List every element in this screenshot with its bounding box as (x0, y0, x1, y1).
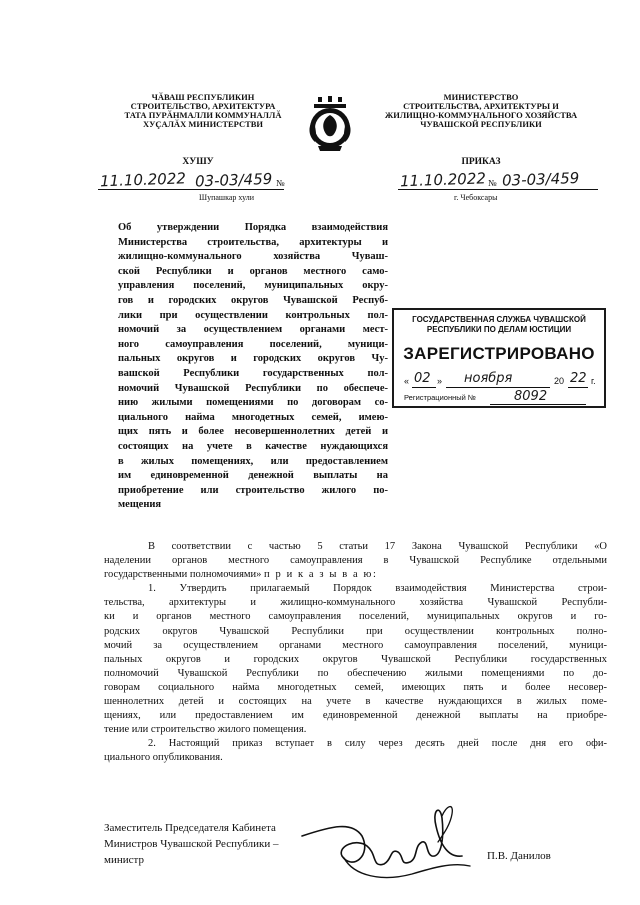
body-item1-line: тельства, архитектуры и жилищно-коммунального хозяйства Чувашской Республи- (104, 597, 607, 609)
stamp-open-quote: « (404, 376, 410, 386)
doc-type-russian: ПРИКАЗ (461, 157, 501, 167)
order-title-line: лики при осуществлении контрольных пол- (118, 309, 388, 321)
number-sign-right: № (488, 178, 497, 188)
place-russian: г. Чебоксары (454, 193, 498, 202)
stamp-day: 02 (414, 371, 431, 386)
body-item1-line: говорам социального найма многодетных семей, имеющих пять и более несовер- (104, 681, 607, 693)
order-title-line: управления поселений, муниципальных окру- (118, 280, 388, 292)
order-title-line: им единовременной денежной выплаты на (118, 470, 388, 482)
chuvash-emblem-icon (304, 96, 356, 152)
body-item1-line: полномочий Чувашской Республики по обеспечению жилыми помещениями по до- (104, 667, 607, 679)
order-title-line: пальных округов и городских округов Чу- (118, 353, 388, 365)
stamp-year: 22 (570, 371, 587, 386)
body-item2-line: 2. Настоящий приказ вступает в силу через десять дней после дня его офи- (148, 738, 607, 750)
stamp-date-underline (412, 387, 436, 388)
header-right-org (352, 93, 610, 129)
signatory-line: Заместитель Председателя Кабинета (104, 822, 276, 834)
header-left-line: ХУҪАЛӐХ МИНИСТЕРСТВИ (142, 119, 264, 129)
header-right-line: СТРОИТЕЛЬСТВА, АРХИТЕКТУРЫ И (403, 101, 559, 111)
stamp-close-quote: » (437, 376, 443, 386)
order-title-line: циального найма многодетных семей, имею- (118, 411, 388, 423)
stamp-reg-underline (490, 404, 586, 405)
order-title-line: гов и городских округов Чувашской Респуб- (118, 294, 388, 306)
body-intro-text: государственными полномочиями» (104, 569, 262, 581)
order-title-line: номочий Чувашской Республики по обеспече- (118, 382, 388, 394)
stamp-reg-number: 8092 (514, 389, 548, 404)
stamp-year-suffix: г. (591, 376, 596, 386)
body-intro-line: В соответствии с частью 5 статьи 17 Закона Чувашской Республики «О (148, 541, 607, 552)
order-title-line: состоящих на учете в качестве нуждающихся (118, 440, 388, 452)
registration-stamp (392, 308, 606, 408)
header-right-line: ЖИЛИЩНО-КОММУНАЛЬНОГО ХОЗЯЙСТВА (384, 110, 578, 120)
order-title-line: вашской Республики государственных пол- (118, 367, 388, 379)
body-item1-line: родских округов Чувашской Республики при осуществлении контрольных полно- (104, 625, 607, 637)
body-item1-line: мочий за осуществлением органами местного самоуправления поселений, муници- (104, 639, 607, 651)
order-title-line: приобретение или строительство жилого по- (118, 484, 388, 496)
body-item2-line: циального опубликования. (104, 752, 223, 764)
body-intro-action: п р и к а з ы в а ю: (264, 569, 378, 581)
handwritten-date-right: 11.10.2022 (399, 169, 487, 191)
body-item1-line: шеннолетних детей и состоящих на учете в качестве нуждающихся в жилых поме- (104, 696, 607, 708)
stamp-org-line: РЕСПУБЛИКИ ПО ДЕЛАМ ЮСТИЦИИ (426, 324, 572, 334)
header-right-line: ЧУВАШСКОЙ РЕСПУБЛИКИ (420, 119, 542, 129)
place-chuvash: Шупашкар хули (199, 193, 254, 202)
handwritten-number-right: 03-03/459 (501, 168, 580, 190)
stamp-org-line: ГОСУДАРСТВЕННАЯ СЛУЖБА ЧУВАШСКОЙ (412, 315, 586, 324)
date-underline-left (98, 189, 284, 190)
handwritten-signature (292, 796, 482, 888)
order-title-line: в жилых помещениях, или предоставлением (118, 455, 388, 467)
handwritten-date-left: 11.10.2022 (99, 169, 187, 191)
order-body (104, 540, 607, 766)
number-sign-left: № (276, 178, 285, 188)
header-left-line: ТАТА ПУРӐНМАЛЛИ КОММУНАЛЛӐ (124, 110, 282, 120)
order-title-line: нию жилыми помещениями по договорам со- (118, 397, 388, 409)
header-left-line: СТРОИТЕЛЬСТВО, АРХИТЕКТУРА (130, 101, 276, 111)
order-title-line: Министерства строительства, архитектуры и (118, 236, 388, 248)
order-title-line: ской Республики и органов местного само- (118, 265, 388, 277)
body-intro-last-line (104, 568, 607, 582)
stamp-year-prefix: 20 (554, 376, 565, 386)
order-title-line: щих пять и более несовершеннолетних детей и (118, 426, 388, 438)
order-title-line: ного самоуправления поселений, муници- (118, 338, 388, 350)
body-item1-line: щениях, или предоставлением им единовременной денежной выплаты на приобре- (104, 710, 607, 722)
handwritten-number-left: 03-03/459 (194, 169, 273, 191)
body-item1-line: тение или строительство жилого помещения. (104, 724, 307, 736)
body-item1-line: ки и органов местного самоуправления поселений, муниципальных округов и го- (104, 611, 607, 623)
body-intro-line: наделении органов местного самоуправления в Чувашской Республике отдельными (104, 555, 607, 567)
stamp-registered: ЗАРЕГИСТРИРОВАНО (403, 344, 595, 363)
body-item1-line: пальных округов и городских округов Чувашской Республики государственных (104, 653, 607, 665)
stamp-reg-label: Регистрационный № (404, 393, 476, 402)
signatory-line: Министров Чувашской Республики – (104, 838, 279, 850)
stamp-year-underline (568, 387, 588, 388)
stamp-month-underline (446, 387, 550, 388)
header-left-org (94, 93, 312, 129)
stamp-month: ноября (464, 371, 513, 386)
order-title-line: номочий за осуществлением органами мест- (118, 324, 388, 336)
stamp-organization (394, 315, 604, 334)
handwritten-number-right-svg (500, 166, 610, 190)
order-title-line: мещения (118, 499, 162, 511)
order-title-line: жилищно-коммунального хозяйства Чуваш- (118, 251, 388, 263)
header-right-line: МИНИСТЕРСТВО (443, 92, 519, 102)
order-title-line: Об утверждении Порядка взаимодействия (118, 222, 388, 233)
date-underline-right (398, 189, 598, 190)
header-left-line: ЧӐВАШ РЕСПУБЛИКИН (151, 92, 255, 102)
body-item1-line: 1. Утвердить прилагаемый Порядок взаимодействия Министерства строи- (148, 583, 607, 595)
order-title (118, 221, 388, 513)
signatory-name: П.В. Данилов (487, 850, 551, 862)
signatory-line: министр (104, 854, 144, 866)
signatory-title (104, 820, 279, 868)
doc-type-chuvash: ХУШУ (182, 157, 214, 167)
